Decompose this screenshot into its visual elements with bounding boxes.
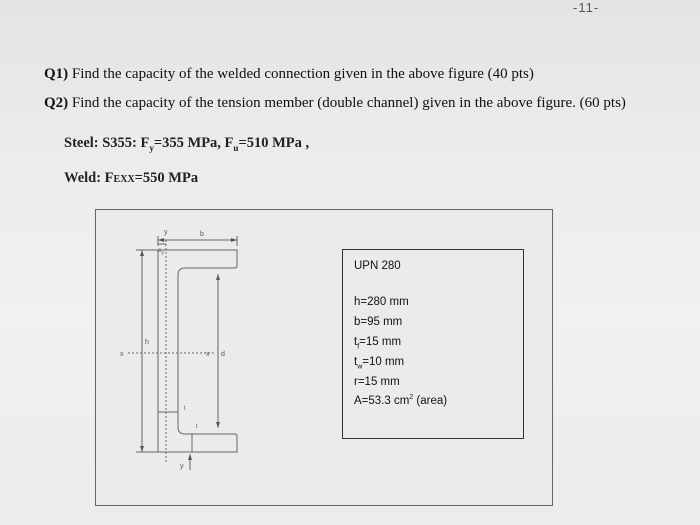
section-properties-box bbox=[342, 249, 524, 439]
fy-value: =355 MPa, F bbox=[153, 135, 234, 151]
steel-spec bbox=[64, 135, 309, 153]
question-1-text: Find the capacity of the welded connection given in the above figure (40 pts) bbox=[68, 66, 534, 82]
fy-subscript: y bbox=[149, 142, 154, 153]
d-label: d bbox=[221, 351, 225, 358]
prop-h: h=280 mm bbox=[354, 296, 409, 308]
question-1 bbox=[44, 66, 534, 83]
y-bottom-label: y bbox=[180, 463, 184, 470]
section-title: UPN 280 bbox=[354, 260, 401, 272]
page-number: -11- bbox=[573, 0, 600, 15]
weld-spec bbox=[64, 170, 198, 187]
fexx-subscript: EXX bbox=[113, 174, 135, 185]
h-label: h bbox=[145, 339, 149, 346]
channel-outline bbox=[158, 250, 237, 452]
fu-value: =510 MPa , bbox=[238, 135, 310, 151]
question-2-label: Q2) bbox=[44, 95, 69, 111]
y-top-label: y bbox=[164, 229, 168, 236]
weld-prefix: Weld: F bbox=[64, 170, 114, 186]
steel-prefix: Steel: S355: F bbox=[64, 135, 150, 151]
fu-subscript: u bbox=[233, 142, 239, 153]
tf-label: t bbox=[196, 424, 198, 430]
weld-value: =550 MPa bbox=[134, 170, 199, 186]
question-2 bbox=[44, 95, 626, 112]
prop-r: r=15 mm bbox=[354, 376, 400, 388]
prop-area: A=53.3 $cm^2$ (area) bbox=[354, 394, 448, 407]
x-left-label: x bbox=[120, 351, 124, 358]
ey-label: $e_y$ bbox=[158, 248, 164, 256]
channel-section-drawing bbox=[100, 222, 260, 472]
prop-tw: $t_w=10$ mm bbox=[354, 356, 405, 371]
prop-b: b=95 mm bbox=[354, 316, 403, 328]
prop-tf: $t_f=15$ mm bbox=[354, 336, 402, 351]
question-2-text: Find the capacity of the tension member (double channel) given in the above figure. (60 pts) bbox=[68, 95, 626, 111]
b-top-label: b bbox=[200, 231, 204, 238]
tw-label: t bbox=[184, 406, 186, 412]
x-right-label: x bbox=[206, 351, 210, 358]
question-1-label: Q1) bbox=[44, 66, 69, 82]
